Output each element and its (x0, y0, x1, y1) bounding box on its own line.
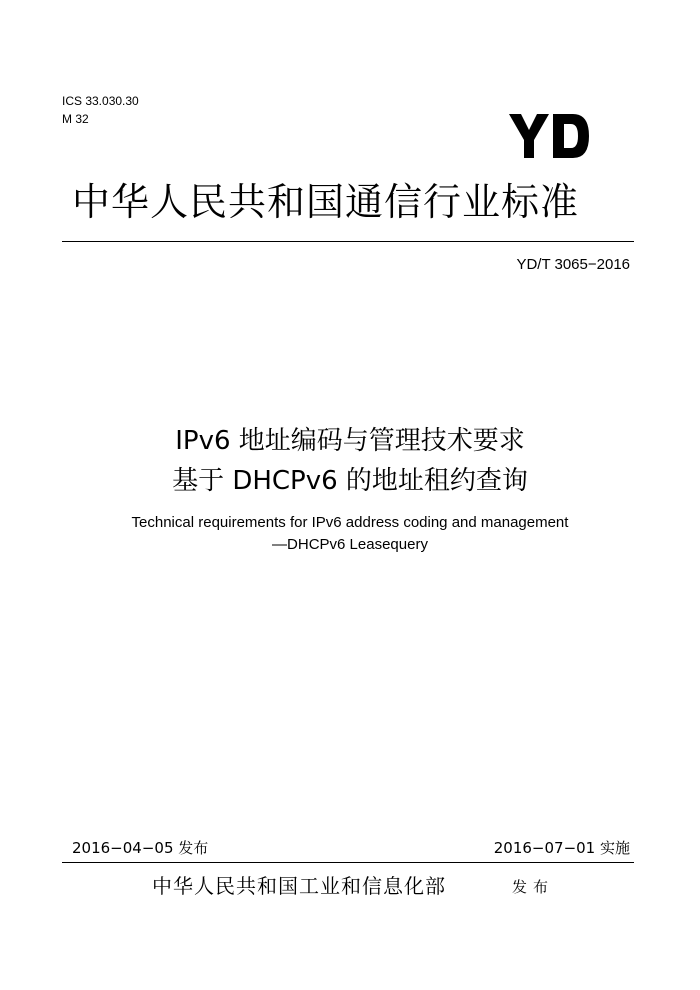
logo-letter-d (553, 114, 589, 158)
title-en-line-1: Technical requirements for IPv6 address coding and management (131, 514, 569, 531)
header-divider (62, 241, 634, 242)
publish-label: 发布 (512, 878, 555, 896)
ics-code: ICS 33.030.30 (62, 94, 139, 108)
yd-logo (509, 112, 591, 160)
title-cn-line-1: IPv6 地址编码与管理技术要求 (175, 426, 525, 456)
standard-category: 中华人民共和国通信行业标准 (72, 180, 580, 224)
logo-text: YD (549, 142, 551, 143)
issue-date: 2016−04−05 发布 (72, 839, 209, 857)
footer-divider (62, 862, 634, 863)
title-cn-line-2: 基于 DHCPv6 的地址租约查询 (172, 466, 528, 496)
logo-letter-y (509, 114, 549, 158)
standard-number: YD/T 3065−2016 (516, 256, 630, 273)
ccs-code: M 32 (62, 112, 89, 126)
implement-date: 2016−07−01 实施 (493, 839, 630, 857)
publisher: 中华人民共和国工业和信息化部 (152, 874, 446, 898)
title-en-line-2: —DHCPv6 Leasequery (272, 536, 428, 553)
